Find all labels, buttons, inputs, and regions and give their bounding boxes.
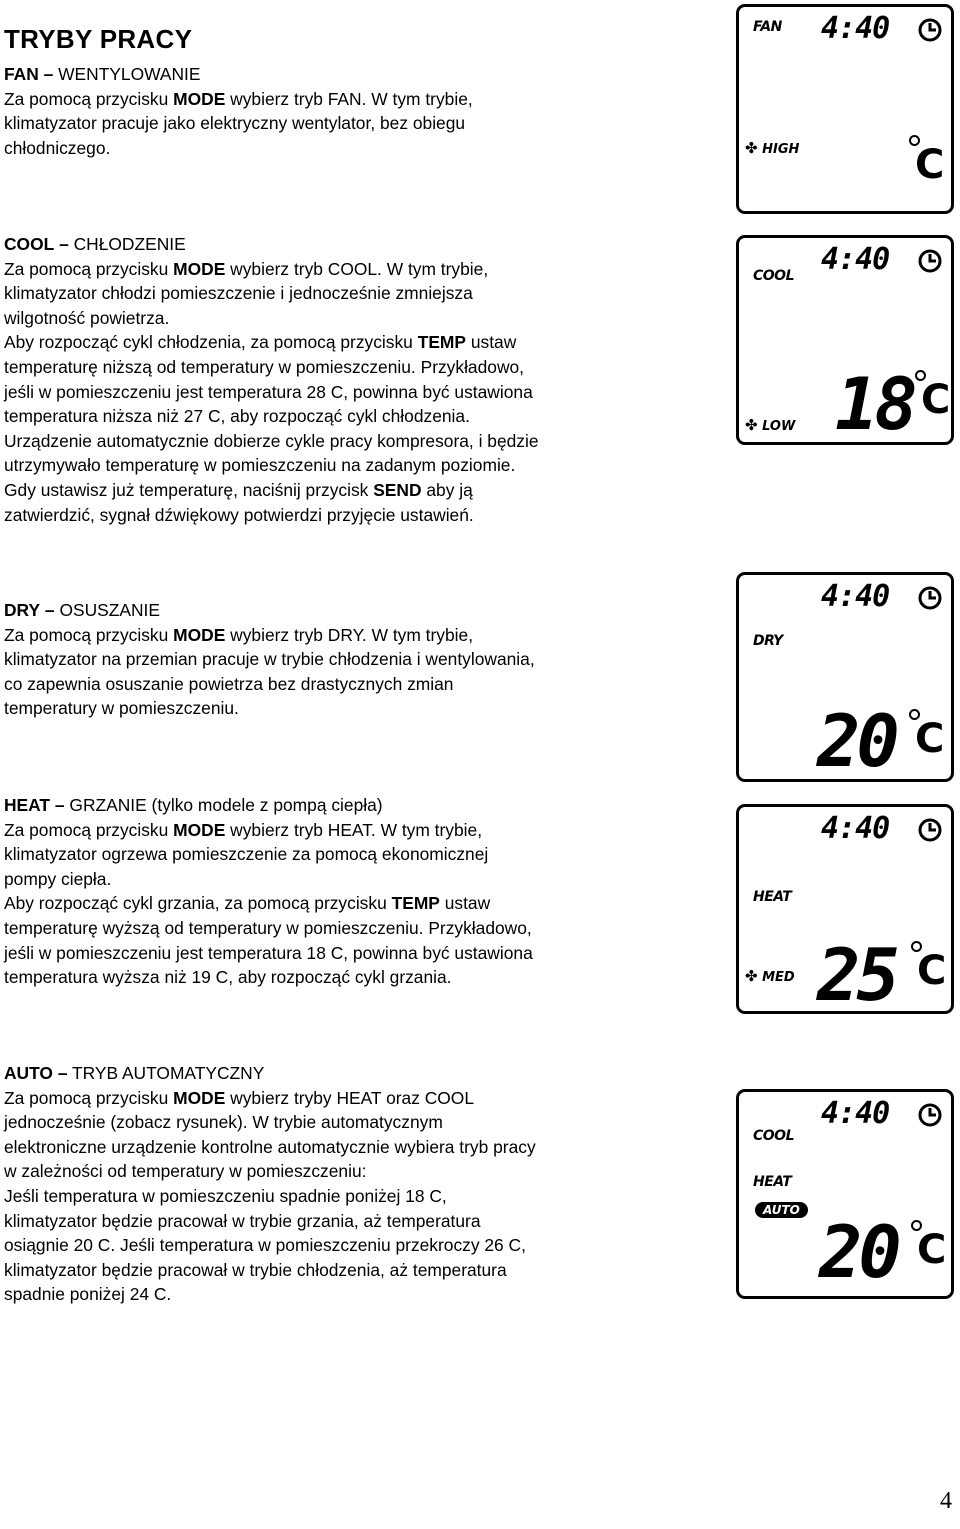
heading-dash: – xyxy=(57,1063,68,1083)
fan-speed-label: MED xyxy=(762,970,795,985)
mode-description: OSUSZANIE xyxy=(59,600,160,620)
fan-icon: ✤ xyxy=(745,967,758,985)
button-name: MODE xyxy=(173,624,226,645)
fan-speed-indicator xyxy=(745,139,799,157)
paragraph-text: temperaturę niższą od temperatury w pomieszczeniu. Przykładowo, xyxy=(4,356,525,377)
button-name: MODE xyxy=(173,258,226,279)
paragraph-text: Za pomocą przycisku xyxy=(4,258,174,279)
fan-icon: ✤ xyxy=(745,139,758,157)
section-heading xyxy=(4,598,535,623)
paragraph-text: klimatyzator chłodzi pomieszczenie i jednocześnie zmniejsza xyxy=(4,283,473,304)
paragraph-text: wybierz tryb DRY. W tym trybie, xyxy=(225,624,474,645)
clock-time: 4:40 xyxy=(821,1096,890,1131)
paragraph-text: temperatura wyższa niż 19 C, aby rozpocząć cykl grzania. xyxy=(4,967,452,988)
paragraph-text: jeśli w pomieszczeniu jest temperatura 28 C, powinna być ustawiona xyxy=(4,381,533,402)
mode-name: HEAT xyxy=(4,795,51,815)
mode-name: DRY xyxy=(4,600,41,620)
paragraph-text: jeśli w pomieszczeniu jest temperatura 18 C, powinna być ustawiona xyxy=(4,942,533,963)
clock-time: 4:40 xyxy=(821,811,890,846)
section-paragraph xyxy=(4,257,539,331)
paragraph-text: Urządzenie automatycznie dobierze cykle pracy kompresora, i będzie xyxy=(4,430,539,451)
button-name: TEMP xyxy=(391,893,440,914)
paragraph-text: Aby rozpocząć cykl grzania, za pomocą przycisku xyxy=(4,893,392,914)
section-paragraph xyxy=(4,330,539,428)
paragraph-text: utrzymywało temperaturę w pomieszczeniu na zadanym poziomie. xyxy=(4,455,516,476)
temperature-unit: C xyxy=(921,377,951,423)
section-paragraph xyxy=(4,891,533,989)
button-name: MODE xyxy=(173,88,226,109)
section-heading xyxy=(4,793,533,818)
clock-time: 4:40 xyxy=(821,579,890,614)
section-paragraph xyxy=(4,478,539,527)
button-name: TEMP xyxy=(417,332,467,353)
heading-dash: – xyxy=(44,600,55,620)
section-paragraph xyxy=(4,623,535,721)
fan-speed-indicator xyxy=(745,416,795,434)
fan-icon: ✤ xyxy=(745,416,758,434)
mode-name: FAN xyxy=(4,64,39,84)
temperature-value: 25 xyxy=(817,933,896,1017)
paragraph-text: Jeśli temperatura w pomieszczeniu spadnie poniżej 18 C, xyxy=(4,1185,447,1206)
heading-dash: – xyxy=(43,64,54,84)
clock-icon xyxy=(917,17,943,43)
temperature-unit: C xyxy=(915,142,945,188)
section-auto xyxy=(4,1061,536,1307)
paragraph-text: wybierz tryby HEAT oraz COOL xyxy=(225,1087,475,1108)
section-cool xyxy=(4,232,539,527)
paragraph-text: elektroniczne urządzenie kontrolne automatycznie wybiera tryb pracy xyxy=(4,1136,536,1157)
mode-indicator-cool: COOL xyxy=(753,1128,794,1144)
mode-indicator-heat: HEAT xyxy=(753,889,792,905)
page-number: 4 xyxy=(940,1488,952,1514)
section-heading xyxy=(4,232,539,257)
clock-time: 4:40 xyxy=(821,11,890,46)
clock-icon xyxy=(917,1102,943,1128)
paragraph-text: Za pomocą przycisku xyxy=(4,819,174,840)
fan-speed-label: HIGH xyxy=(762,142,800,157)
paragraph-text: klimatyzator na przemian pracuje w trybie chłodzenia i wentylowania, xyxy=(4,649,535,670)
paragraph-text: Aby rozpocząć cykl chłodzenia, za pomocą przycisku xyxy=(4,332,418,353)
temperature-unit: C xyxy=(915,716,945,762)
lcd-display-auto xyxy=(736,1089,954,1299)
paragraph-text: wilgotność powietrza. xyxy=(4,307,170,328)
paragraph-text: Gdy ustawisz już temperaturę, naciśnij przycisk xyxy=(4,479,374,500)
paragraph-text: spadnie poniżej 24 C. xyxy=(4,1284,172,1305)
temperature-unit: C xyxy=(917,948,947,994)
page-title: TRYBY PRACY xyxy=(4,24,193,54)
fan-speed-label: LOW xyxy=(762,419,796,434)
paragraph-text: osiągnie 20 C. Jeśli temperatura w pomieszczeniu przekroczy 26 C, xyxy=(4,1235,526,1256)
temperature-value: 18 xyxy=(835,362,914,446)
section-heading xyxy=(4,1061,536,1086)
mode-description: CHŁODZENIE xyxy=(73,234,186,254)
paragraph-text: w zależności od temperatury w pomieszczeniu: xyxy=(4,1161,367,1182)
paragraph-text: wybierz tryb FAN. W tym trybie, xyxy=(225,88,473,109)
section-paragraph xyxy=(4,1086,536,1307)
paragraph-text: Za pomocą przycisku xyxy=(4,624,174,645)
mode-description: GRZANIE (tylko modele z pompą ciepła) xyxy=(69,795,383,815)
paragraph-text: Za pomocą przycisku xyxy=(4,1087,174,1108)
button-name: MODE xyxy=(173,819,226,840)
heading-dash: – xyxy=(59,234,69,254)
paragraph-text: klimatyzator będzie pracował w trybie chłodzenia, aż temperatura xyxy=(4,1259,507,1280)
clock-icon xyxy=(917,585,943,611)
paragraph-text: temperatura niższa niż 27 C, aby rozpocząć cykl chłodzenia. xyxy=(4,406,470,427)
lcd-display-cool xyxy=(736,235,954,445)
section-paragraph xyxy=(4,429,539,478)
auto-badge: AUTO xyxy=(755,1202,808,1218)
section-fan xyxy=(4,62,473,160)
temperature-value: 20 xyxy=(819,1210,898,1294)
mode-indicator-heat: HEAT xyxy=(753,1174,792,1190)
paragraph-text: ustaw xyxy=(439,893,491,914)
paragraph-text: klimatyzator będzie pracował w trybie grzania, aż temperatura xyxy=(4,1210,481,1231)
paragraph-text: wybierz tryb HEAT. W tym trybie, xyxy=(225,819,483,840)
section-dry xyxy=(4,598,535,721)
heading-dash: – xyxy=(54,795,65,815)
lcd-display-fan xyxy=(736,4,954,214)
lcd-display-heat xyxy=(736,804,954,1017)
mode-name: AUTO xyxy=(4,1063,53,1083)
paragraph-text: temperaturę wyższą od temperatury w pomieszczeniu. Przykładowo, xyxy=(4,917,532,938)
paragraph-text: ustaw xyxy=(466,332,517,353)
clock-time: 4:40 xyxy=(821,242,890,277)
section-heading xyxy=(4,62,473,87)
paragraph-text: jednocześnie (zobacz rysunek). W trybie automatycznym xyxy=(4,1112,443,1133)
temperature-unit: C xyxy=(917,1227,947,1273)
paragraph-text: pompy ciepła. xyxy=(4,868,112,889)
lcd-display-dry xyxy=(736,572,954,782)
button-name: SEND xyxy=(373,479,422,500)
mode-name: COOL xyxy=(4,234,55,254)
paragraph-text: klimatyzator pracuje jako elektryczny wentylator, bez obiegu xyxy=(4,113,466,134)
section-heat xyxy=(4,793,533,990)
mode-indicator-dry: DRY xyxy=(753,633,783,649)
mode-description: WENTYLOWANIE xyxy=(58,64,201,84)
section-paragraph xyxy=(4,818,533,892)
paragraph-text: co zapewnia osuszanie powietrza bez drastycznych zmian xyxy=(4,673,454,694)
mode-indicator-cool: COOL xyxy=(753,268,794,284)
paragraph-text: chłodniczego. xyxy=(4,137,111,158)
paragraph-text: Za pomocą przycisku xyxy=(4,88,174,109)
paragraph-text: klimatyzator ogrzewa pomieszczenie za pomocą ekonomicznej xyxy=(4,844,489,865)
mode-description: TRYB AUTOMATYCZNY xyxy=(72,1063,265,1083)
section-paragraph xyxy=(4,87,473,161)
paragraph-text: temperatury w pomieszczeniu. xyxy=(4,698,239,719)
clock-icon xyxy=(917,817,943,843)
paragraph-text: zatwierdzić, sygnał dźwiękowy potwierdzi przyjęcie ustawień. xyxy=(4,504,474,525)
fan-speed-indicator xyxy=(745,967,795,985)
temperature-value: 20 xyxy=(817,699,896,783)
button-name: MODE xyxy=(173,1087,226,1108)
paragraph-text: aby ją xyxy=(421,479,473,500)
mode-indicator-fan: FAN xyxy=(753,19,782,35)
paragraph-text: wybierz tryb COOL. W tym trybie, xyxy=(225,258,489,279)
clock-icon xyxy=(917,248,943,274)
